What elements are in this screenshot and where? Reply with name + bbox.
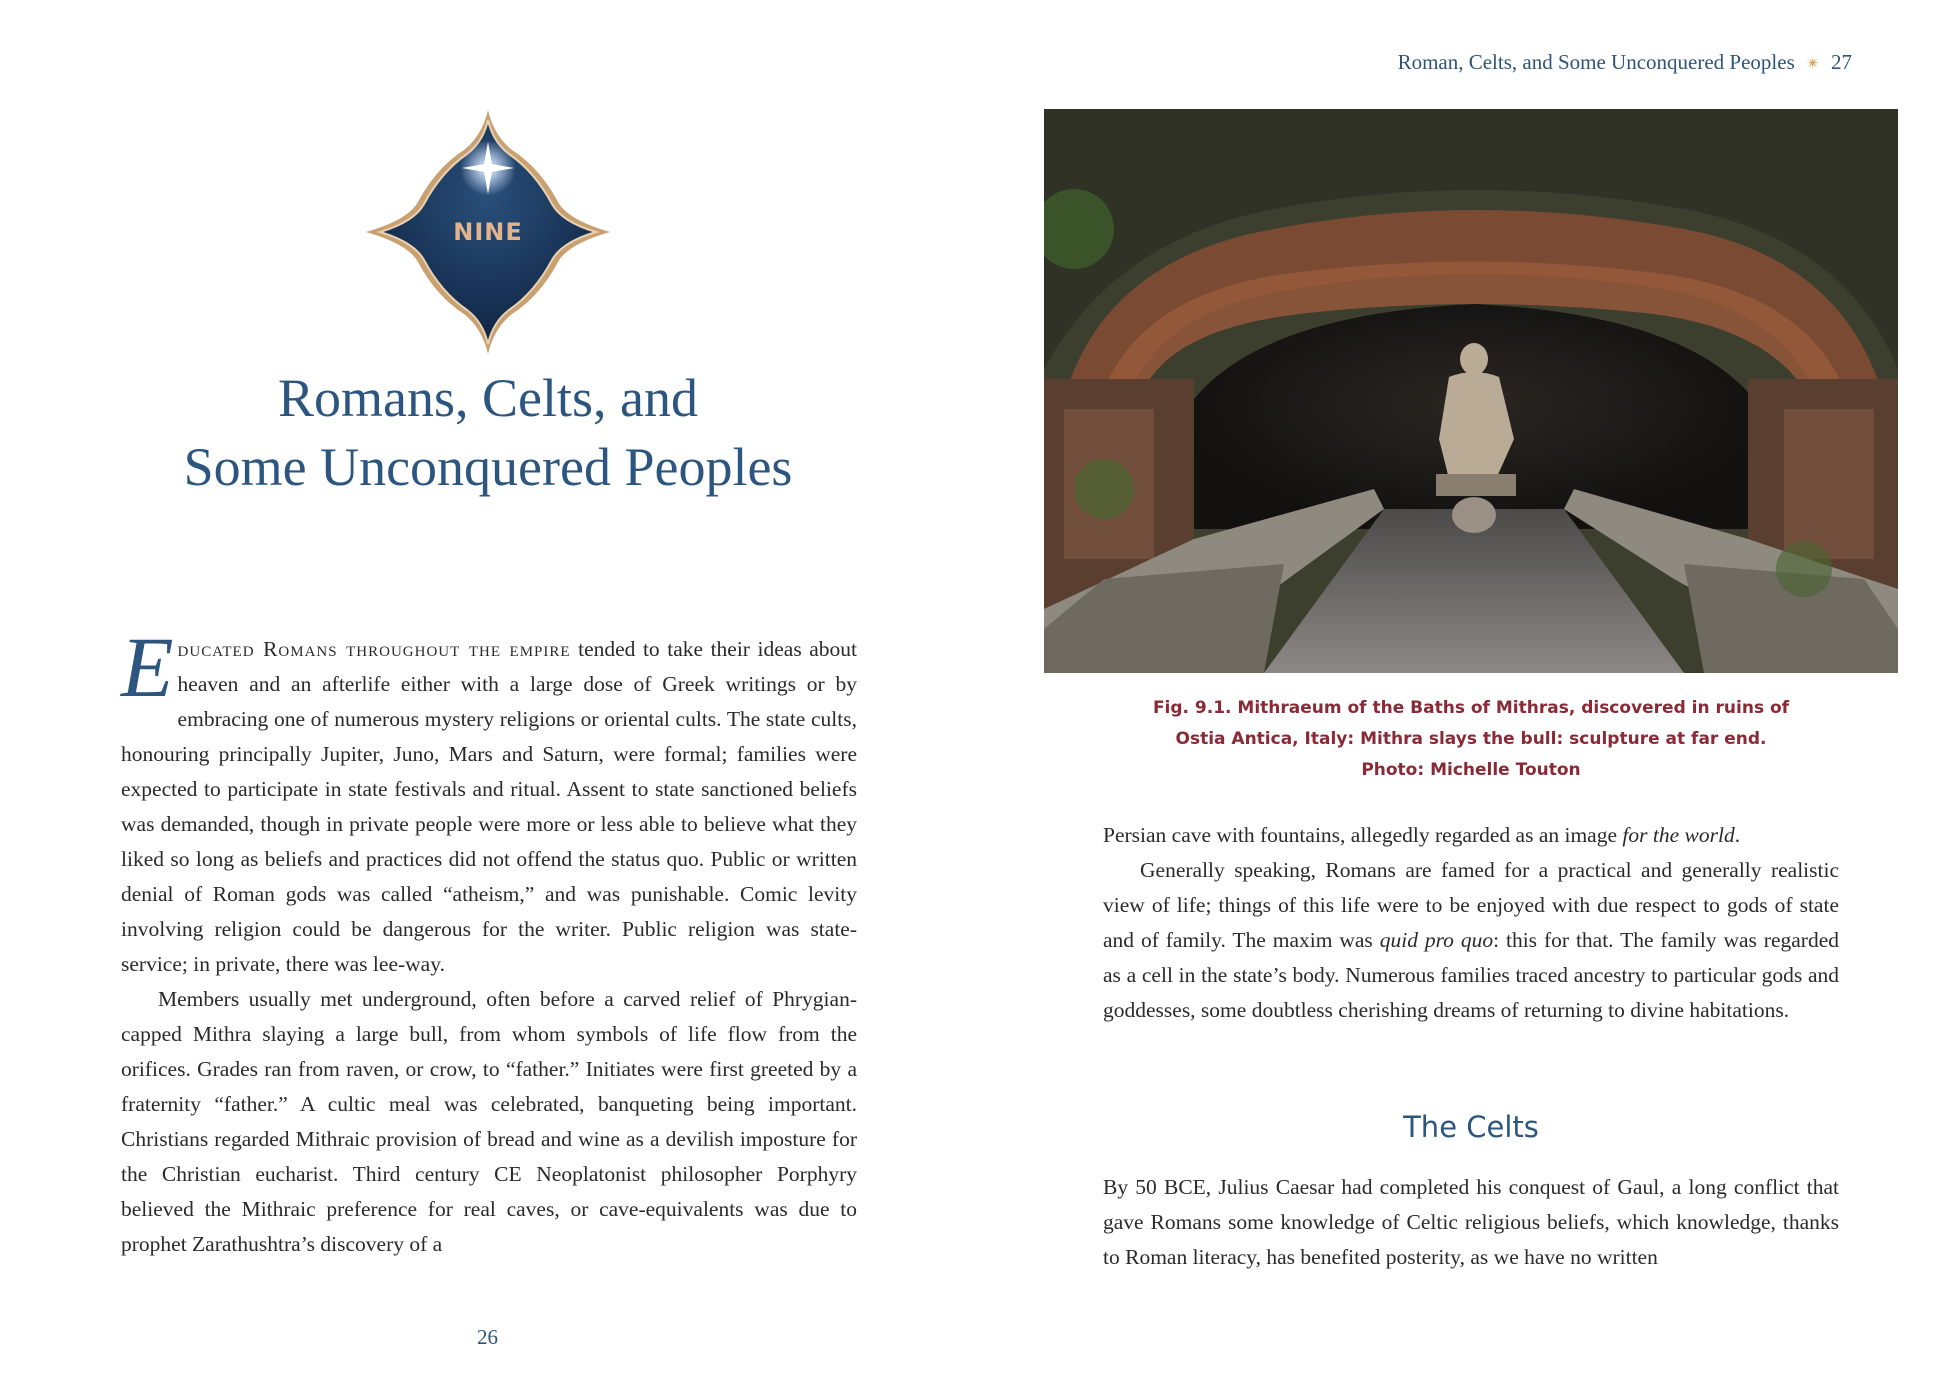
- right-page: [975, 0, 1949, 1396]
- star-ornament-icon: ✴: [1805, 54, 1820, 73]
- figure-caption: [1044, 693, 1898, 786]
- chapter-title-line1: Romans, Celts, and: [278, 368, 698, 428]
- page-number: 27: [1831, 50, 1852, 74]
- left-body-text: [121, 619, 857, 1262]
- chapter-title: [120, 364, 856, 502]
- drop-cap: E: [121, 619, 174, 715]
- paragraph-text: .: [1734, 823, 1741, 847]
- right-body-text-2: [1103, 1170, 1839, 1275]
- right-body-text: [1103, 818, 1839, 1028]
- paragraph-text: Persian cave with fountains, allegedly regarded as an image: [1103, 823, 1623, 847]
- caption-line: Photo: Michelle Touton: [1361, 760, 1581, 780]
- italic-text: quid pro quo: [1379, 928, 1494, 952]
- paragraph-text: : this for that. The family was regarded as a cell in the state’s body. Numerous families traced ancestry to particular gods and goddesses, some doubtless cherishing dreams of returning to divine habitations.: [1103, 928, 1839, 1022]
- italic-text: for the world: [1622, 823, 1735, 847]
- running-header: [1398, 50, 1852, 75]
- chapter-title-line2: Some Unconquered Peoples: [183, 437, 793, 497]
- paragraph: [121, 619, 857, 982]
- caption-line: Fig. 9.1. Mithraeum of the Baths of Mithras, discovered in ruins of: [1152, 698, 1790, 718]
- smallcaps-lead: ducated Romans throughout the empire: [177, 637, 571, 661]
- mithraeum-photo: [1044, 109, 1898, 673]
- running-title: Roman, Celts, and Some Unconquered Peoples: [1397, 50, 1795, 74]
- paragraph: By 50 BCE, Julius Caesar had completed his conquest of Gaul, a long conflict that gave Romans some knowledge of Celtic religious beliefs, which knowledge, thanks to Roman literacy, has benefited posterity, as we have no written: [1103, 1175, 1839, 1269]
- caption-line: Ostia Antica, Italy: Mithra slays the bull: sculpture at far end.: [1175, 729, 1767, 749]
- section-heading: The Celts: [1403, 1110, 1539, 1144]
- paragraph-text: Generally speaking, Romans are famed for a practical and generally realistic view of life; things of this life were to be enjoyed with due respect to gods of state and of family. The maxim was: [1103, 858, 1839, 952]
- paragraph: [1103, 853, 1839, 1028]
- paragraph: [1103, 818, 1839, 853]
- paragraph-text: tended to take their ideas about heaven and an afterlife either with a large dose of Greek writings or by embracing one of numerous mystery religions or oriental cults. The state cults, honouring principally Jupiter, Juno, Mars and Saturn, were formal; families were expected to participate in state festivals and ritual. Assent to state sanctioned beliefs was demanded, though in private people were more or less able to believe what they liked so long as beliefs and practices did not offend the status quo. Public or written denial of Roman gods was called “atheism,” and was punishable. Comic levity involving religion could be dangerous for the writer. Public religion was state-service; in private, there was lee-way.: [121, 637, 857, 976]
- chapter-number: NINE: [453, 218, 523, 246]
- page-number: 26: [477, 1325, 498, 1349]
- chapter-badge: [362, 106, 614, 358]
- paragraph: Members usually met underground, often before a carved relief of Phrygian-capped Mithra slaying a large bull, from whom symbols of life flow from the orifices. Grades ran from raven, or crow, to “father.” Initiates were first greeted by a fraternity “father.” A cultic meal was celebrated, banqueting being important. Christians regarded Mithraic provision of bread and wine as a devilish imposture for the Christian eucharist. Third century CE Neoplatonist philosopher Porphyry believed the Mithraic preference for real caves, or cave-equivalents was due to prophet Zarathushtra’s discovery of a: [121, 987, 857, 1256]
